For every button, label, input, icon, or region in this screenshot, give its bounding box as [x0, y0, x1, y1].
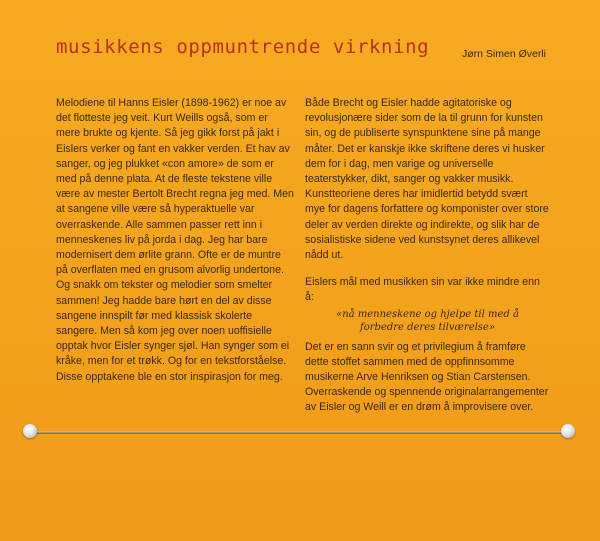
- paragraph-gap: [305, 263, 550, 275]
- quote-line-2: forbedre deres tilværelse»: [360, 321, 495, 333]
- page-title: musikkens oppmuntrende virkning: [56, 36, 430, 58]
- right-column: [305, 96, 550, 416]
- quote-line-1: «nå menneskene og hjelpe til med å: [336, 308, 519, 320]
- right-paragraph-1: Både Brecht og Eisler hadde agitatoriske og revolusjonære sider som de la til grunn for kunsten sin, og de publiserte synspunktene sine på mange måter. Det er kanskje ikke skriftene deres vi husker dem for i dag, men varige og universelle teaterstykker, dikt, sanger og vakker musikk. Kunstteoriene deres har imidlertid betydd svært mye for dagens forfattere og komponister over store deler av verden direkte og indirekte, og slik har de sosialistiske sidene ved kunstsynet deres allikevel nådd ut.: [305, 97, 549, 262]
- booklet-rod: [30, 431, 570, 434]
- left-pin-icon: [23, 424, 37, 438]
- quote-intro: Eislers mål med musikken sin var ikke mindre enn å:: [305, 276, 540, 304]
- right-paragraph-2: Det er en sann svir og et privilegium å framføre dette stoffet sammen med de oppfinnsomme musikerne Arve Henriksen og Stian Carstensen. Overraskende og spennende originalarrangementer av Eisler og Weill er en drøm å improvisere over.: [305, 340, 549, 414]
- author-name: Jørn Simen Øverli: [461, 48, 546, 60]
- right-pin-icon: [561, 424, 575, 438]
- eisler-quote: [305, 308, 550, 334]
- left-column: [56, 96, 294, 385]
- left-column-text: Melodiene til Hanns Eisler (1898-1962) er noe av det flotteste jeg veit. Kurt Weills også, som er mere brukte og kjente. Så jeg gikk forst på jakt i Eislers verker og fant en vakker verden. Et hav av sanger, og jeg plukket «con amore» de som er med på denne plata. At de fleste tekstene ville være av mester Bertolt Brecht regna jeg med. Men at sangene ville være så hyperaktuelle var overraskende. Alle sammen passer rett inn i menneskenes liv på jorda i dag. Jeg har bare modernisert dem ørlite grann. Ofte er de muntre på overflaten med en grusom alvorlig undertone. Og snakk om tekster og melodier som smelter sammen! Jeg hadde bare hørt en del av disse sangene innspilt før med klassisk skolerte sangere. Men så kom jeg over noen uoffisielle opptak hvor Eisler synger sjøl. Han synger som ei kråke, men for et trøkk. Og for en tekstforståelse. Disse opptakene ble en stor inspirasjon for meg.: [56, 97, 294, 383]
